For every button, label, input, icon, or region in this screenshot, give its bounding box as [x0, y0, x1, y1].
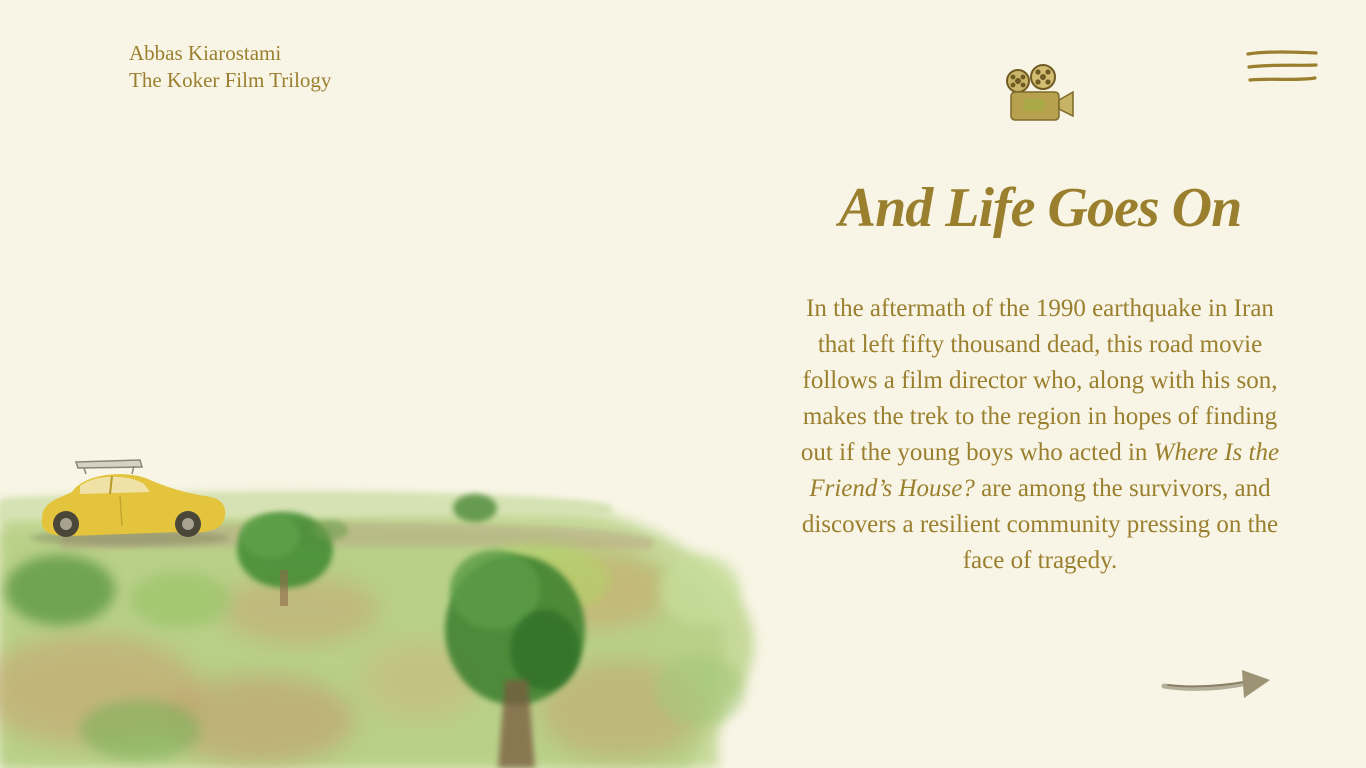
menu-button[interactable] — [1246, 48, 1318, 88]
film-description — [795, 291, 1285, 579]
director-name: Abbas Kiarostami — [129, 41, 282, 65]
arrow-right-icon — [1160, 664, 1274, 706]
next-button[interactable] — [1160, 664, 1274, 706]
site-identity — [129, 40, 331, 94]
description-text-continued: are among the survivors, and discovers a resilient community pressing on the face of tragedy. — [801, 475, 1279, 574]
film-camera-icon — [1003, 62, 1077, 126]
trilogy-name: The Koker Film Trilogy — [129, 68, 332, 92]
referenced-film-title: Where Is the Friend’s House? — [809, 439, 1280, 502]
film-title: And Life Goes On — [838, 177, 1242, 239]
yellow-car — [30, 460, 230, 546]
description-text: In the aftermath of the 1990 earthquake in Iran that left fifty thousand dead, this road movie follows a film director who, along with his son, makes the trek to the region in hopes of finding out if the young boys who acted in — [800, 295, 1278, 466]
hamburger-menu-icon — [1246, 48, 1318, 88]
watercolor-landscape-illustration — [0, 440, 770, 768]
